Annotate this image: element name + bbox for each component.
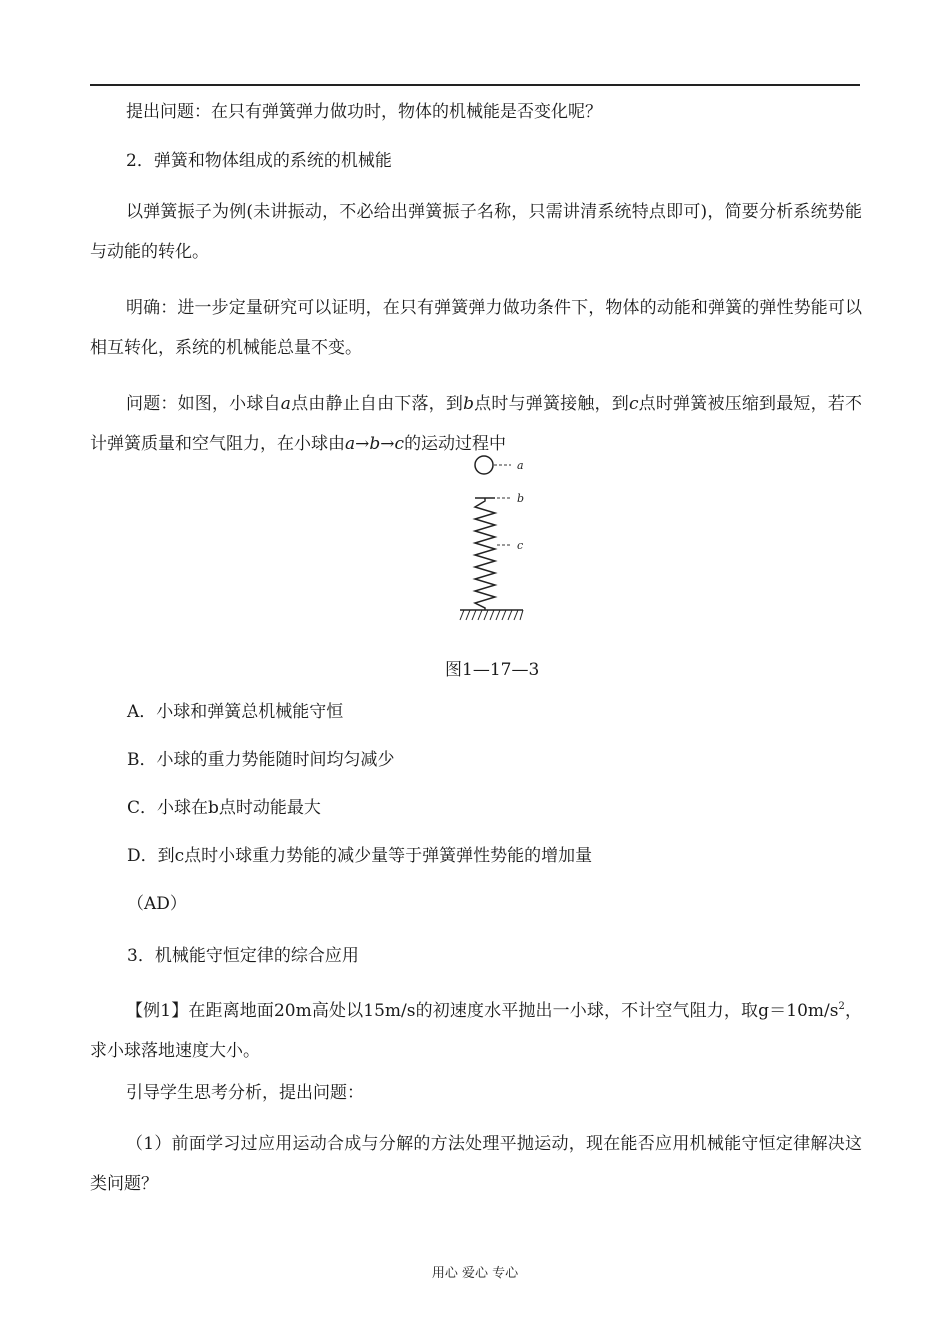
figure-caption: 图1—17—3	[445, 660, 540, 680]
ground-hatch	[460, 610, 523, 620]
option-b: B．小球的重力势能随时间均匀减少	[127, 750, 395, 770]
guide-text: 引导学生思考分析，提出问题：	[126, 1083, 364, 1103]
label-c: c	[517, 539, 524, 552]
example-tag: 【例1】	[126, 1001, 189, 1021]
section-heading-3: 3．机械能守恒定律的综合应用	[127, 946, 359, 966]
answer: （AD）	[127, 894, 187, 914]
spring-icon	[475, 498, 495, 610]
option-d: D．到c点时小球重力势能的减少量等于弹簧弹性势能的增加量	[127, 846, 593, 866]
page-footer: 用心 爱心 专心	[431, 1266, 519, 1281]
header-rule	[90, 84, 860, 86]
question-1: （1）前面学习过应用运动合成与分解的方法处理平抛运动，现在能否应用机械能守恒定律解决这类问题？	[90, 1134, 862, 1194]
problem-statement: 问题：如图，小球自a点由静止自由下落，到b点时与弹簧接触，到c点时弹簧被压缩到最短，若不计弹簧质量和空气阻力，在小球由a→b→c的运动过程中	[90, 394, 863, 454]
example-1: 【例1】在距离地面20m高处以15m/s的初速度水平抛出一小球，不计空气阻力，取$g=10m/s^2$，求小球落地速度大小。	[90, 1001, 863, 1061]
ball-icon	[475, 456, 493, 474]
option-c: C．小球在b点时动能最大	[127, 798, 321, 818]
question-mechanical-energy: 提出问题：在只有弹簧弹力做功时，物体的机械能是否变化呢？	[126, 102, 602, 122]
paragraph-spring-oscillator: 以弹簧振子为例(未讲振动，不必给出弹簧振子名称，只需讲清系统特点即可)，简要分析系统势能与动能的转化。	[90, 202, 862, 262]
spring-ball-figure	[455, 450, 545, 635]
paragraph-clarify: 明确：进一步定量研究可以证明，在只有弹簧弹力做功条件下，物体的动能和弹簧的弹性势能可以相互转化，系统的机械能总量不变。	[90, 298, 862, 358]
label-a: a	[517, 459, 524, 472]
label-b: b	[517, 492, 525, 505]
option-a: A．小球和弹簧总机械能守恒	[127, 702, 344, 722]
section-heading-2: 2．弹簧和物体组成的系统的机械能	[126, 151, 392, 171]
